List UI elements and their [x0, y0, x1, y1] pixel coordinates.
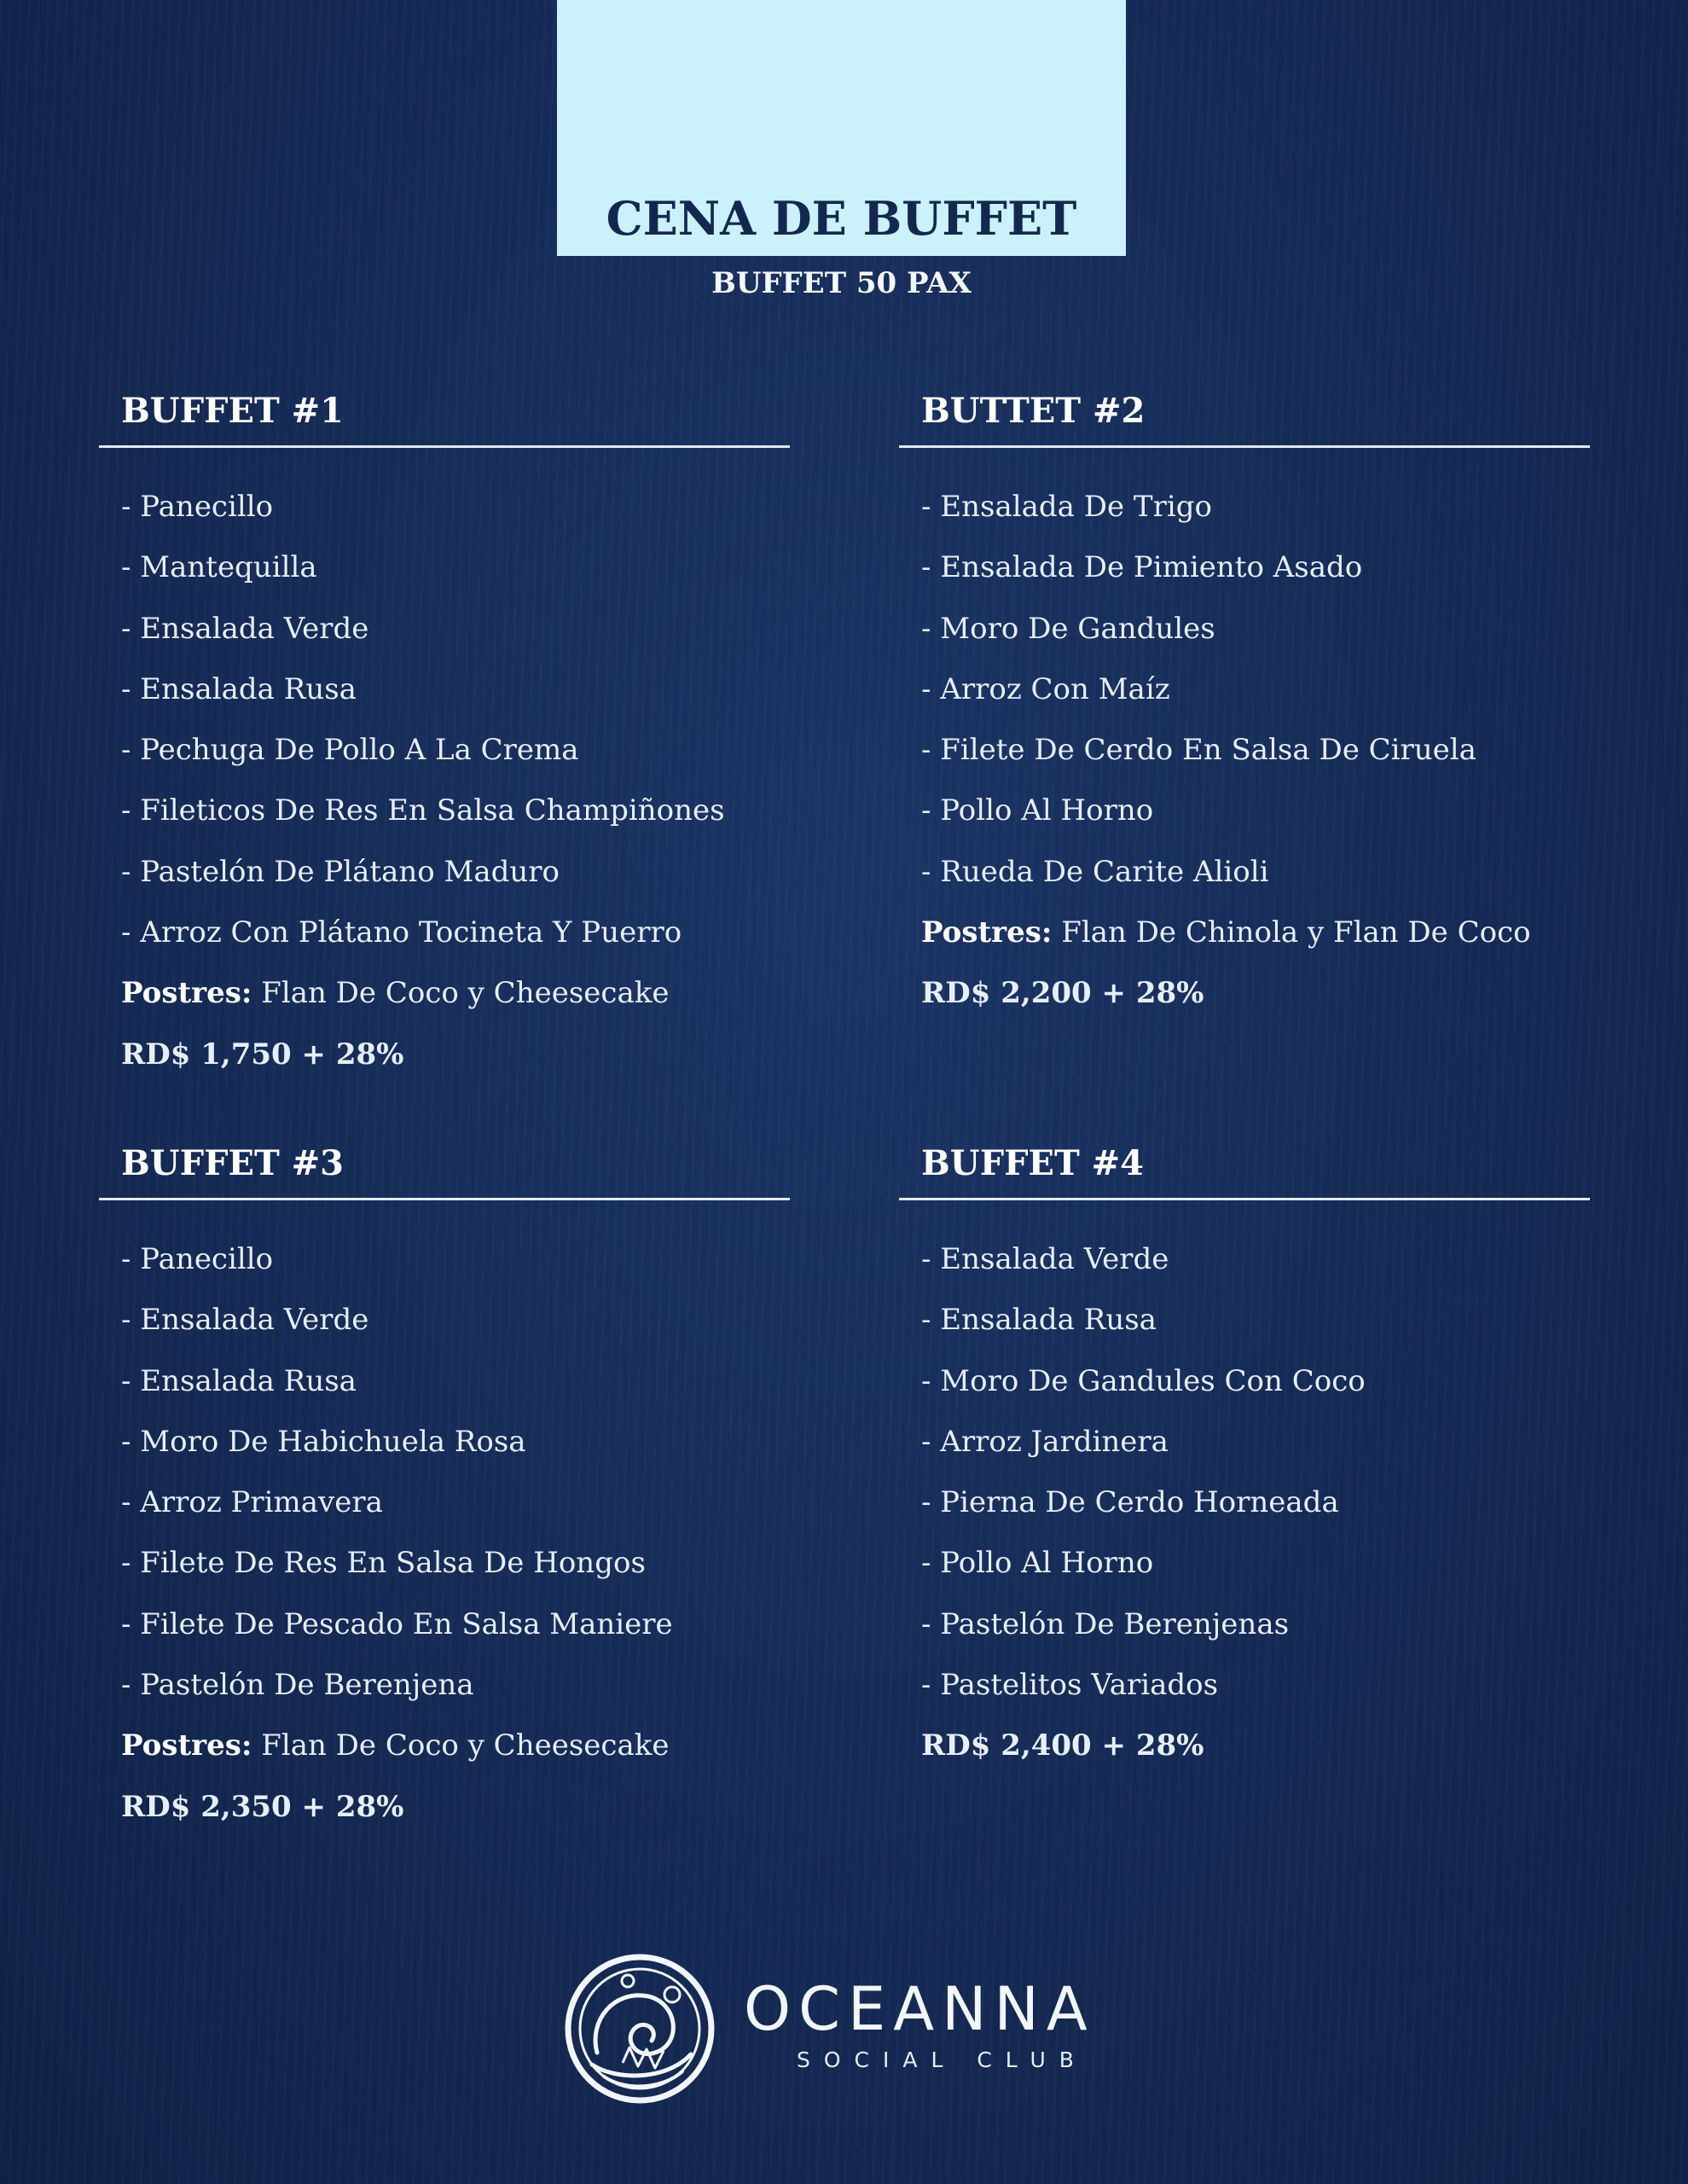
- buffet-3-title: BUFFET #3: [99, 1143, 790, 1200]
- menu-item: - Arroz Con Maíz: [921, 671, 1170, 706]
- menu-item: - Arroz Jardinera: [921, 1424, 1169, 1459]
- desserts-label: Postres:: [121, 1728, 252, 1763]
- buffet-3-menu-list: [99, 1200, 790, 1838]
- buffet-4-menu-list: [899, 1200, 1590, 1777]
- menu-item: - Pastelón De Berenjena: [121, 1668, 474, 1703]
- desserts-line: [121, 1716, 790, 1776]
- menu-item: - Pollo Al Horno: [921, 1546, 1154, 1581]
- brand-tagline: SOCIAL CLUB: [797, 2048, 1088, 2072]
- buffet-4-section: [899, 1143, 1590, 1777]
- menu-item: - Pastelón De Berenjenas: [921, 1606, 1290, 1641]
- buffet-2-title: BUTTET #2: [899, 391, 1590, 448]
- menu-item: - Ensalada De Pimiento Asado: [921, 550, 1363, 585]
- menu-item: - Filete De Pescado En Salsa Maniere: [121, 1606, 673, 1641]
- menu-item: - Ensalada Verde: [121, 1303, 369, 1338]
- menu-item: - Arroz Primavera: [121, 1485, 383, 1520]
- desserts-text: Flan De Coco y Cheesecake: [252, 976, 670, 1011]
- buffet-2-section: [899, 391, 1590, 1025]
- menu-item: - Pierna De Cerdo Horneada: [921, 1485, 1339, 1520]
- menu-item: - Filete De Res En Salsa De Hongos: [121, 1546, 646, 1581]
- menu-item: - Arroz Con Plátano Tocineta Y Puerro: [121, 915, 682, 950]
- buffet-3-section: [99, 1143, 790, 1838]
- menu-item: - Moro De Gandules: [921, 611, 1215, 646]
- menu-item: - Panecillo: [121, 490, 274, 524]
- menu-item: - Pastelitos Variados: [921, 1668, 1219, 1703]
- buffet-1-price: RD$ 1,750 + 28%: [121, 1037, 404, 1072]
- menu-item: - Filete De Cerdo En Salsa De Ciruela: [921, 733, 1476, 768]
- menu-item: - Panecillo: [121, 1242, 274, 1276]
- buffet-1-menu-list: [99, 448, 790, 1085]
- menu-item: - Rueda De Carite Alioli: [921, 854, 1269, 889]
- buffet-4-title: BUFFET #4: [899, 1143, 1590, 1200]
- desserts-label: Postres:: [921, 915, 1053, 950]
- menu-item: - Mantequilla: [121, 550, 317, 585]
- menu-item: - Ensalada Verde: [121, 611, 369, 646]
- menu-item: - Ensalada De Trigo: [921, 490, 1212, 524]
- menu-item: - Pollo Al Horno: [921, 793, 1154, 828]
- buffet-2-menu-list: [899, 448, 1590, 1025]
- desserts-line: [921, 903, 1590, 963]
- buffet-3-price: RD$ 2,350 + 28%: [121, 1789, 404, 1824]
- menu-item: - Ensalada Rusa: [921, 1303, 1157, 1338]
- menu-item: - Ensalada Rusa: [121, 671, 357, 706]
- desserts-label: Postres:: [121, 976, 252, 1011]
- menu-item: - Moro De Gandules Con Coco: [921, 1363, 1366, 1398]
- desserts-line: [121, 963, 790, 1024]
- brand-name: OCEANNA: [744, 1974, 1095, 2044]
- page-subtitle: BUFFET 50 PAX: [711, 266, 972, 300]
- menu-item: - Pechuga De Pollo A La Crema: [121, 733, 579, 768]
- buffet-1-section: [99, 391, 790, 1085]
- page-title: CENA DE BUFFET: [606, 191, 1077, 246]
- menu-item: - Fileticos De Res En Salsa Champiñones: [121, 793, 725, 828]
- desserts-text: Flan De Chinola y Flan De Coco: [1052, 915, 1531, 950]
- buffet-1-title: BUFFET #1: [99, 391, 790, 448]
- desserts-text: Flan De Coco y Cheesecake: [252, 1728, 670, 1763]
- wave-emblem-icon: [563, 1952, 716, 2106]
- menu-item: - Pastelón De Plátano Maduro: [121, 854, 560, 889]
- menu-item: - Moro De Habichuela Rosa: [121, 1424, 526, 1459]
- buffet-2-price: RD$ 2,200 + 28%: [921, 976, 1204, 1011]
- menu-item: - Ensalada Verde: [921, 1242, 1169, 1276]
- menu-item: - Ensalada Rusa: [121, 1363, 357, 1398]
- buffet-4-price: RD$ 2,400 + 28%: [921, 1728, 1204, 1763]
